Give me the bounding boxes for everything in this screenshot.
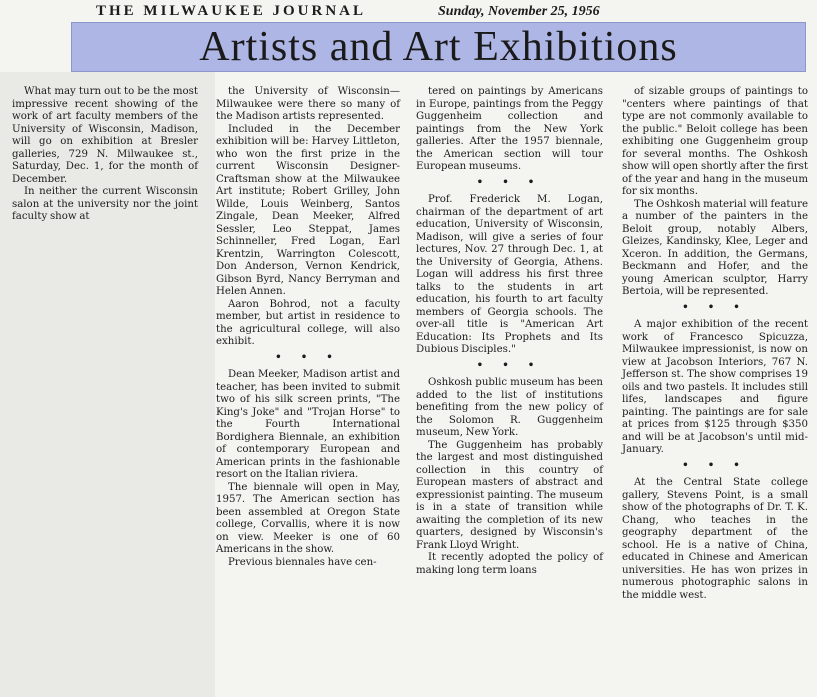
paragraph: Prof. Frederick M. Logan, chairman of the department of art education, University of Wisconsin, Madison, will give a series of four lectures, Nov. 27 through Dec. 1, at the University of Georgia, Athens. Logan will address his first three talks to the students in art education, his fourth to art faculty members of Georgia schools. The over-all title is "American Art Education: Its Prophets and Its Dubious Disciples." xyxy=(416,194,603,355)
paragraph: The biennale will open in May, 1957. The American section has been assembled at Oregon State college, Corvallis, where it is now on view. Meeker is one of 60 Americans in the show. xyxy=(216,481,400,555)
paragraph: of sizable groups of paintings to "centers where paintings of that type are not commonly available to the public." Beloit college has been exhibiting one Guggenheim group for several months. The Oshkosh show will open shortly after the first of the year and hang in the museum for six months. xyxy=(622,86,808,197)
article-column-4 xyxy=(622,86,808,602)
paragraph: tered on paintings by Americans in Europe, paintings from the Peggy Guggenheim collection and paintings from the New York galleries. After the 1957 biennale, the American section will tour European museums. xyxy=(416,86,603,172)
headline-banner xyxy=(71,22,806,72)
section-separator: • • • xyxy=(476,358,543,371)
paragraph: Aaron Bohrod, not a faculty member, but artist in residence to the agricultural college, will also exhibit. xyxy=(216,298,400,347)
paragraph: It recently adopted the policy of making long term loans xyxy=(416,552,603,576)
issue-date: Sunday, November 25, 1956 xyxy=(438,4,600,19)
section-separator: • • • xyxy=(682,458,748,471)
paragraph: Oshkosh public museum has been added to the list of institutions benefiting from the new policy of the Solomon R. Guggenheim museum, New York. xyxy=(416,377,603,438)
section-separator: • • • xyxy=(476,175,543,188)
section-separator: • • • xyxy=(682,300,748,313)
article-column-1 xyxy=(12,86,198,224)
paragraph: Dean Meeker, Madison artist and teacher, has been invited to submit two of his silk screen prints, "The King's Joke" and "Trojan Horse" to the Fourth International Bordighera Biennale, an exhibition of contemporary European and American prints in the fashionable resort on the Italian riviera. xyxy=(216,369,400,480)
paragraph: Included in the December exhibition will be: Harvey Littleton, who won the first prize in the current Wisconsin Designer-Craftsman show at the Milwaukee Art institute; Robert Grilley, John Wilde, Louis Weinberg, Santos Zingale, Dean Meeker, Alfred Sessler, Leo Steppat, James Schinneller, Fred Logan, Earl Krentzin, Warrington Colescott, Don Anderson, Vernon Kendrick, Gibson Byrd, Nancy Berryman and Helen Annen. xyxy=(216,123,400,297)
paragraph: In neither the current Wisconsin salon at the university nor the joint faculty show at xyxy=(12,186,198,222)
paragraph: A major exhibition of the recent work of Francesco Spicuzza, Milwaukee impressionist, is now on view at Jacobson Interiors, 767 N. Jefferson st. The show comprises 19 oils and two pastels. It includes still lifes, landscapes and figure painting. The paintings are for sale at prices from $125 through $350 and will be at Jacobson's until mid-January. xyxy=(622,319,808,455)
paragraph: the University of Wisconsin—Milwaukee were there so many of the Madison artists represented. xyxy=(216,86,400,122)
masthead xyxy=(70,3,670,23)
paragraph: What may turn out to be the most impressive recent showing of the work of art faculty members of the University of Wisconsin, Madison, will go on exhibition at Bresler galleries, 729 N. Milwaukee st., Saturday, Dec. 1, for the month of December. xyxy=(12,86,198,185)
paragraph: At the Central State college gallery, Stevens Point, is a small show of the photographs of Dr. T. K. Chang, who teaches in the geography department of the school. He is a native of China, educated in Chinese and American universities. He has won prizes in numerous photographic salons in the middle west. xyxy=(622,477,808,601)
paragraph: The Oshkosh material will feature a number of the painters in the Beloit group, notably Albers, Gleizes, Kandinsky, Klee, Leger and Xceron. In addition, the Germans, Beckmann and Hofer, and the young American sculptor, Harry Bertoia, will be represented. xyxy=(622,198,808,297)
newspaper-name: THE MILWAUKEE JOURNAL xyxy=(96,3,366,19)
paragraph: Previous biennales have cen- xyxy=(228,556,377,568)
paragraph: The Guggenheim has probably the largest and most distinguished collection in this country of European masters of abstract and expressionist painting. The museum is in a state of transition while awaiting the completion of its new quarters, designed by Wisconsin's Frank Lloyd Wright. xyxy=(416,439,603,551)
article-column-2 xyxy=(216,86,400,569)
section-separator: • • • xyxy=(275,350,341,363)
headline: Artists and Art Exhibitions xyxy=(199,24,678,70)
article-column-3 xyxy=(416,86,603,577)
